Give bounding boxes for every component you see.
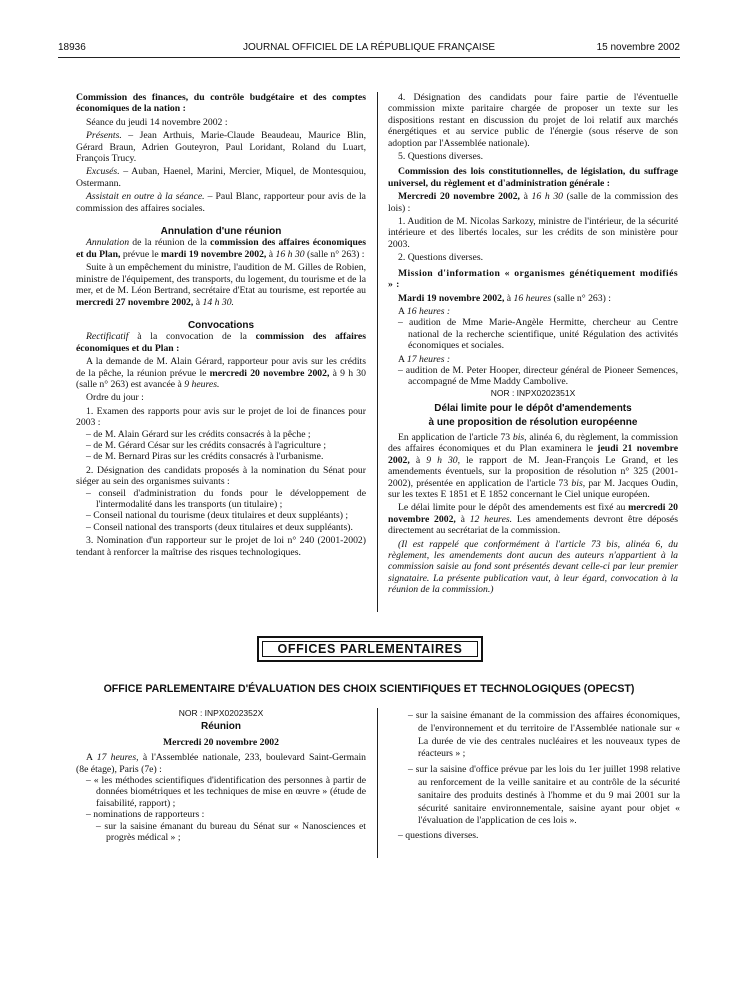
mission-ogm-title: Mission d'information « organismes génétiquement modifiés » : xyxy=(388,267,678,291)
nor-reference: NOR : INPX0202351X xyxy=(490,387,576,398)
reunion-heading: Réunion xyxy=(201,721,241,733)
commission-finances-title: Commission des finances, du contrôle budgétaire et des comptes économiques de la nation : xyxy=(76,92,366,115)
column-divider-top xyxy=(377,92,378,612)
page-header xyxy=(58,42,680,56)
rappel-paragraph: (Il est rappelé que conformément à l'article 73 bis, alinéa 6, du règlement, les amendements dont aucun des auteurs n'appartient à la commission saisie au fond sont présentés devant celle-ci par leur premier signataire. La présente publication vaut, à leur égard, convocation à la réunion de la commission.) xyxy=(388,538,678,596)
excuses-paragraph xyxy=(76,166,366,189)
offices-parlementaires-box xyxy=(257,636,483,662)
left-column xyxy=(76,92,366,558)
mission-date-line xyxy=(388,293,678,304)
demande-text-2: à 9 h 30 (salle n° 263) est avancée à xyxy=(76,367,366,390)
agenda-item-2a: – conseil d'administration du fonds pour le développement de l'intermodalité dans les transports (un titulaire) ; xyxy=(86,487,366,510)
mission-time: 16 heures xyxy=(513,292,552,304)
annulation-text-3: à xyxy=(266,248,276,260)
reunion-intro xyxy=(76,752,366,775)
journal-title: JOURNAL OFFICIEL DE LA RÉPUBLIQUE FRANÇAISE xyxy=(242,42,496,53)
app-bis-1: bis, xyxy=(512,431,527,443)
seance-line: Séance du jeudi 14 novembre 2002 : xyxy=(86,116,228,128)
delai-paragraph xyxy=(388,502,678,536)
intro-prefix: A xyxy=(86,752,97,764)
annulation-heading: Annulation d'une réunion xyxy=(160,226,282,238)
suite-date: mercredi 27 novembre 2002, xyxy=(76,296,194,308)
demande-date: mercredi 20 novembre 2002, xyxy=(209,367,330,379)
annulation-room: (salle n° 263) : xyxy=(304,248,365,260)
app-text-4: le rapport de M. Jean-François Le Grand, et les amendements éventuels, sur la proposition de résolution n° 325 (2001-2002), présentée en application de l'article 73 xyxy=(388,454,678,489)
presents-paragraph xyxy=(76,130,366,164)
agenda-item-2: 2. Désignation des candidats proposés à la nomination du Sénat pour siéger au sein des organismes suivants : xyxy=(76,464,366,488)
assistait-paragraph xyxy=(76,191,366,214)
delai-text-2: à xyxy=(455,513,470,525)
opecst-item-questions: – questions diverses. xyxy=(398,830,479,842)
annulation-time: 16 h 30 xyxy=(275,248,305,260)
assistait-text: – Paul Blanc, rapporteur pour avis de la commission des affaires sociales. xyxy=(76,191,366,214)
a17-line xyxy=(388,354,678,365)
agenda-item-4: 4. Désignation des candidats pour faire partie de l'éventuelle commission mixte paritaire chargée de proposer un texte sur les dispositions restant en discussion du projet de loi relatif aux marchés énergétiques et au service public de l'énergie (sous réserve de son adoption par l'Assemblée nationale). xyxy=(388,92,678,149)
annulation-date: mardi 19 novembre 2002, xyxy=(161,248,267,260)
agenda-item-2c: – Conseil national des transports (deux titulaires et deux suppléants). xyxy=(86,521,353,533)
rectificatif-commission: commission des affaires économiques et du Plan : xyxy=(76,331,366,354)
suite-text-2: à xyxy=(193,296,203,308)
opecst-item-nominations: – nominations de rapporteurs : xyxy=(86,809,205,821)
mission-date-text: à xyxy=(504,292,514,304)
app-bis-2: bis, xyxy=(571,477,586,489)
application-paragraph xyxy=(388,432,678,500)
offices-parlementaires-title: OFFICES PARLEMENTAIRES xyxy=(277,642,463,656)
excuses-label: Excusés. xyxy=(86,166,120,178)
audition-hooper: – audition de M. Peter Hooper, directeur général de Pioneer Semences, accompagné de Mme Maddy Cambolive. xyxy=(398,364,678,388)
agenda-item-1a: – de M. Alain Gérard sur les crédits consacrés à la pêche ; xyxy=(86,428,311,440)
lois-room: (salle de la commission des lois) : xyxy=(388,191,678,214)
agenda-item-2b: – Conseil national du tourisme (deux titulaires et deux suppléants) ; xyxy=(86,510,349,522)
opecst-item-nanosciences: – sur la saisine émanant du bureau du Sénat sur « Nanosciences et progrès médical » ; xyxy=(96,820,366,844)
demande-text: A la demande de M. Alain Gérard, rapporteur pour avis sur les crédits de la pêche, la réunion prévue le xyxy=(76,356,366,379)
opecst-item-centrales: – sur la saisine émanant de la commission des affaires économiques, de l'environnement et du territoire de l'Assemblée nationale sur « La durée de vie des centrales nucléaires et les nouveaux types de réacteurs » ; xyxy=(408,710,680,760)
reunion-date: Mercredi 20 novembre 2002 xyxy=(163,736,279,748)
app-text-5: par M. Jacques Oudin, sur les textes E 1851 et E 1852 concernant le Ciel unique européen. xyxy=(388,477,678,500)
demande-time: 9 heures. xyxy=(184,378,220,390)
opecst-left-column xyxy=(76,704,366,843)
delai-time: 12 heures. xyxy=(469,513,513,525)
agenda-item-1b: – de M. Gérard César sur les crédits consacrés à l'agriculture ; xyxy=(86,439,327,451)
annulation-paragraph xyxy=(76,237,366,260)
a17-prefix: A xyxy=(398,353,407,365)
mission-room: (salle n° 263) : xyxy=(551,292,611,304)
a16-prefix: A xyxy=(398,305,407,317)
issue-date: 15 novembre 2002 xyxy=(596,42,680,53)
commission-lois-title: Commission des lois constitutionnelles, de législation, du suffrage universel, du règlement et d'administration générale : xyxy=(388,166,678,189)
opecst-right-column xyxy=(398,710,680,843)
lois-time: 16 h 30 xyxy=(531,191,564,203)
mission-date: Mardi 19 novembre 2002, xyxy=(398,292,505,304)
agenda-item-3: 3. Nomination d'un rapporteur sur le projet de loi n° 240 (2001-2002) tendant à renforcer la maîtrise des risques technologiques. xyxy=(76,535,366,558)
agenda-item-1: 1. Examen des rapports pour avis sur le projet de loi de finances pour 2003 : xyxy=(76,405,366,429)
opecst-title: OFFICE PARLEMENTAIRE D'ÉVALUATION DES CHOIX SCIENTIFIQUES ET TECHNOLOGIQUES (OPECST) xyxy=(103,683,635,695)
suite-text: Suite à un empêchement du ministre, l'audition de M. Gilles de Robien, ministre de l'équipement, des transports, du logement, du tourisme et de la mer, et de M. Léon Bertrand, secrétaire d'Etat au tourisme, est reportée au xyxy=(76,262,366,297)
app-text-2: alinéa 6, du règlement, la commission des affaires économiques et du Plan examinera le xyxy=(388,431,678,455)
header-rule xyxy=(58,57,680,58)
annulation-text-2: prévue le xyxy=(120,248,162,260)
lois-item-2: 2. Questions diverses. xyxy=(398,252,484,264)
rectificatif-paragraph xyxy=(76,331,366,354)
opecst-item-veille-sanitaire: – sur la saisine d'office prévue par les lois du 1er juillet 1998 relative au renforcement de la veille sanitaire et au contrôle de la sécurité sanitaire des produits destinés à l'homme et du 9 mai 2001 sur la sécurité sanitaire environnementale, saisine ayant pour objet « l'évaluation de l'application de ces lois ». xyxy=(408,764,680,827)
annulation-word: Annulation xyxy=(86,237,130,249)
delai-heading-line-2: à une proposition de résolution européenne xyxy=(428,416,638,428)
lois-date-line xyxy=(388,191,678,214)
a16-time: 16 heures : xyxy=(406,305,451,317)
app-time: 9 h 30, xyxy=(426,454,461,466)
a16-line xyxy=(388,306,678,317)
app-date: jeudi 21 novembre 2002, xyxy=(388,443,679,466)
app-text-1: En application de l'article 73 xyxy=(398,431,513,443)
intro-time: 17 heures, xyxy=(96,752,139,764)
presents-text: – Jean Arthuis, Marie-Claude Beaudeau, Maurice Blin, Gérard Braun, Adrien Gouteyron, Paul Loridant, Roland du Luart, François Trucy. xyxy=(76,130,366,165)
delai-heading-line-1: Délai limite pour le dépôt d'amendements xyxy=(434,403,632,415)
delai-text-1: Le délai limite pour le dépôt des amendements est fixé au xyxy=(398,502,629,514)
suite-time: 14 h 30. xyxy=(202,296,234,308)
rectificatif-text: à la convocation de la xyxy=(128,331,256,343)
demande-paragraph xyxy=(76,356,366,390)
assistait-label: Assistait en outre à la séance. xyxy=(86,191,205,203)
lois-date-text: à xyxy=(519,191,532,203)
excuses-text: – Auban, Haenel, Marini, Mercier, Miquel, de Montesquiou, Ostermann. xyxy=(76,166,366,189)
convocations-heading: Convocations xyxy=(187,319,255,331)
lois-date: Mercredi 20 novembre 2002, xyxy=(398,191,520,203)
suite-paragraph xyxy=(76,262,366,308)
agenda-item-5: 5. Questions diverses. xyxy=(398,151,484,163)
right-column xyxy=(388,92,678,596)
column-divider-bottom xyxy=(377,708,378,858)
nor-reference-opecst: NOR : INPX0202352X xyxy=(178,708,264,718)
page-number: 18936 xyxy=(58,42,86,53)
app-text-3: à xyxy=(409,454,427,466)
annulation-text: de la réunion de la xyxy=(129,237,211,249)
delai-text-3: Les amendements devront être déposés directement au secrétariat de la commission. xyxy=(388,513,678,537)
annulation-commission: commission des affaires économiques et du Plan, xyxy=(76,237,366,260)
rectificatif-word: Rectificatif xyxy=(86,331,129,343)
presents-label: Présents. xyxy=(86,130,122,142)
audition-hermitte: – audition de Mme Marie-Angèle Hermitte, chercheur au Centre national de la recherche scientifique, unité Régulation des activités économiques et sociales. xyxy=(398,317,678,352)
a17-time: 17 heures : xyxy=(406,353,451,365)
delai-date: mercredi 20 novembre 2002, xyxy=(388,502,678,525)
ordre-du-jour: Ordre du jour : xyxy=(86,392,144,404)
lois-item-1: 1. Audition de M. Nicolas Sarkozy, ministre de l'intérieur, de la sécurité intérieure et des libertés locales, sur les crédits de son ministère pour 2003. xyxy=(388,216,678,250)
opecst-item-biometrie: – « les méthodes scientifiques d'identification des personnes à partir de données biométriques et les techniques de mise en œuvre » (étude de faisabilité, rapport) ; xyxy=(86,775,366,809)
agenda-item-1c: – de M. Bernard Piras sur les crédits consacrés à l'urbanisme. xyxy=(86,451,324,463)
intro-location: à l'Assemblée nationale, 233, boulevard Saint-Germain (8e étage), Paris (7e) : xyxy=(76,752,366,775)
